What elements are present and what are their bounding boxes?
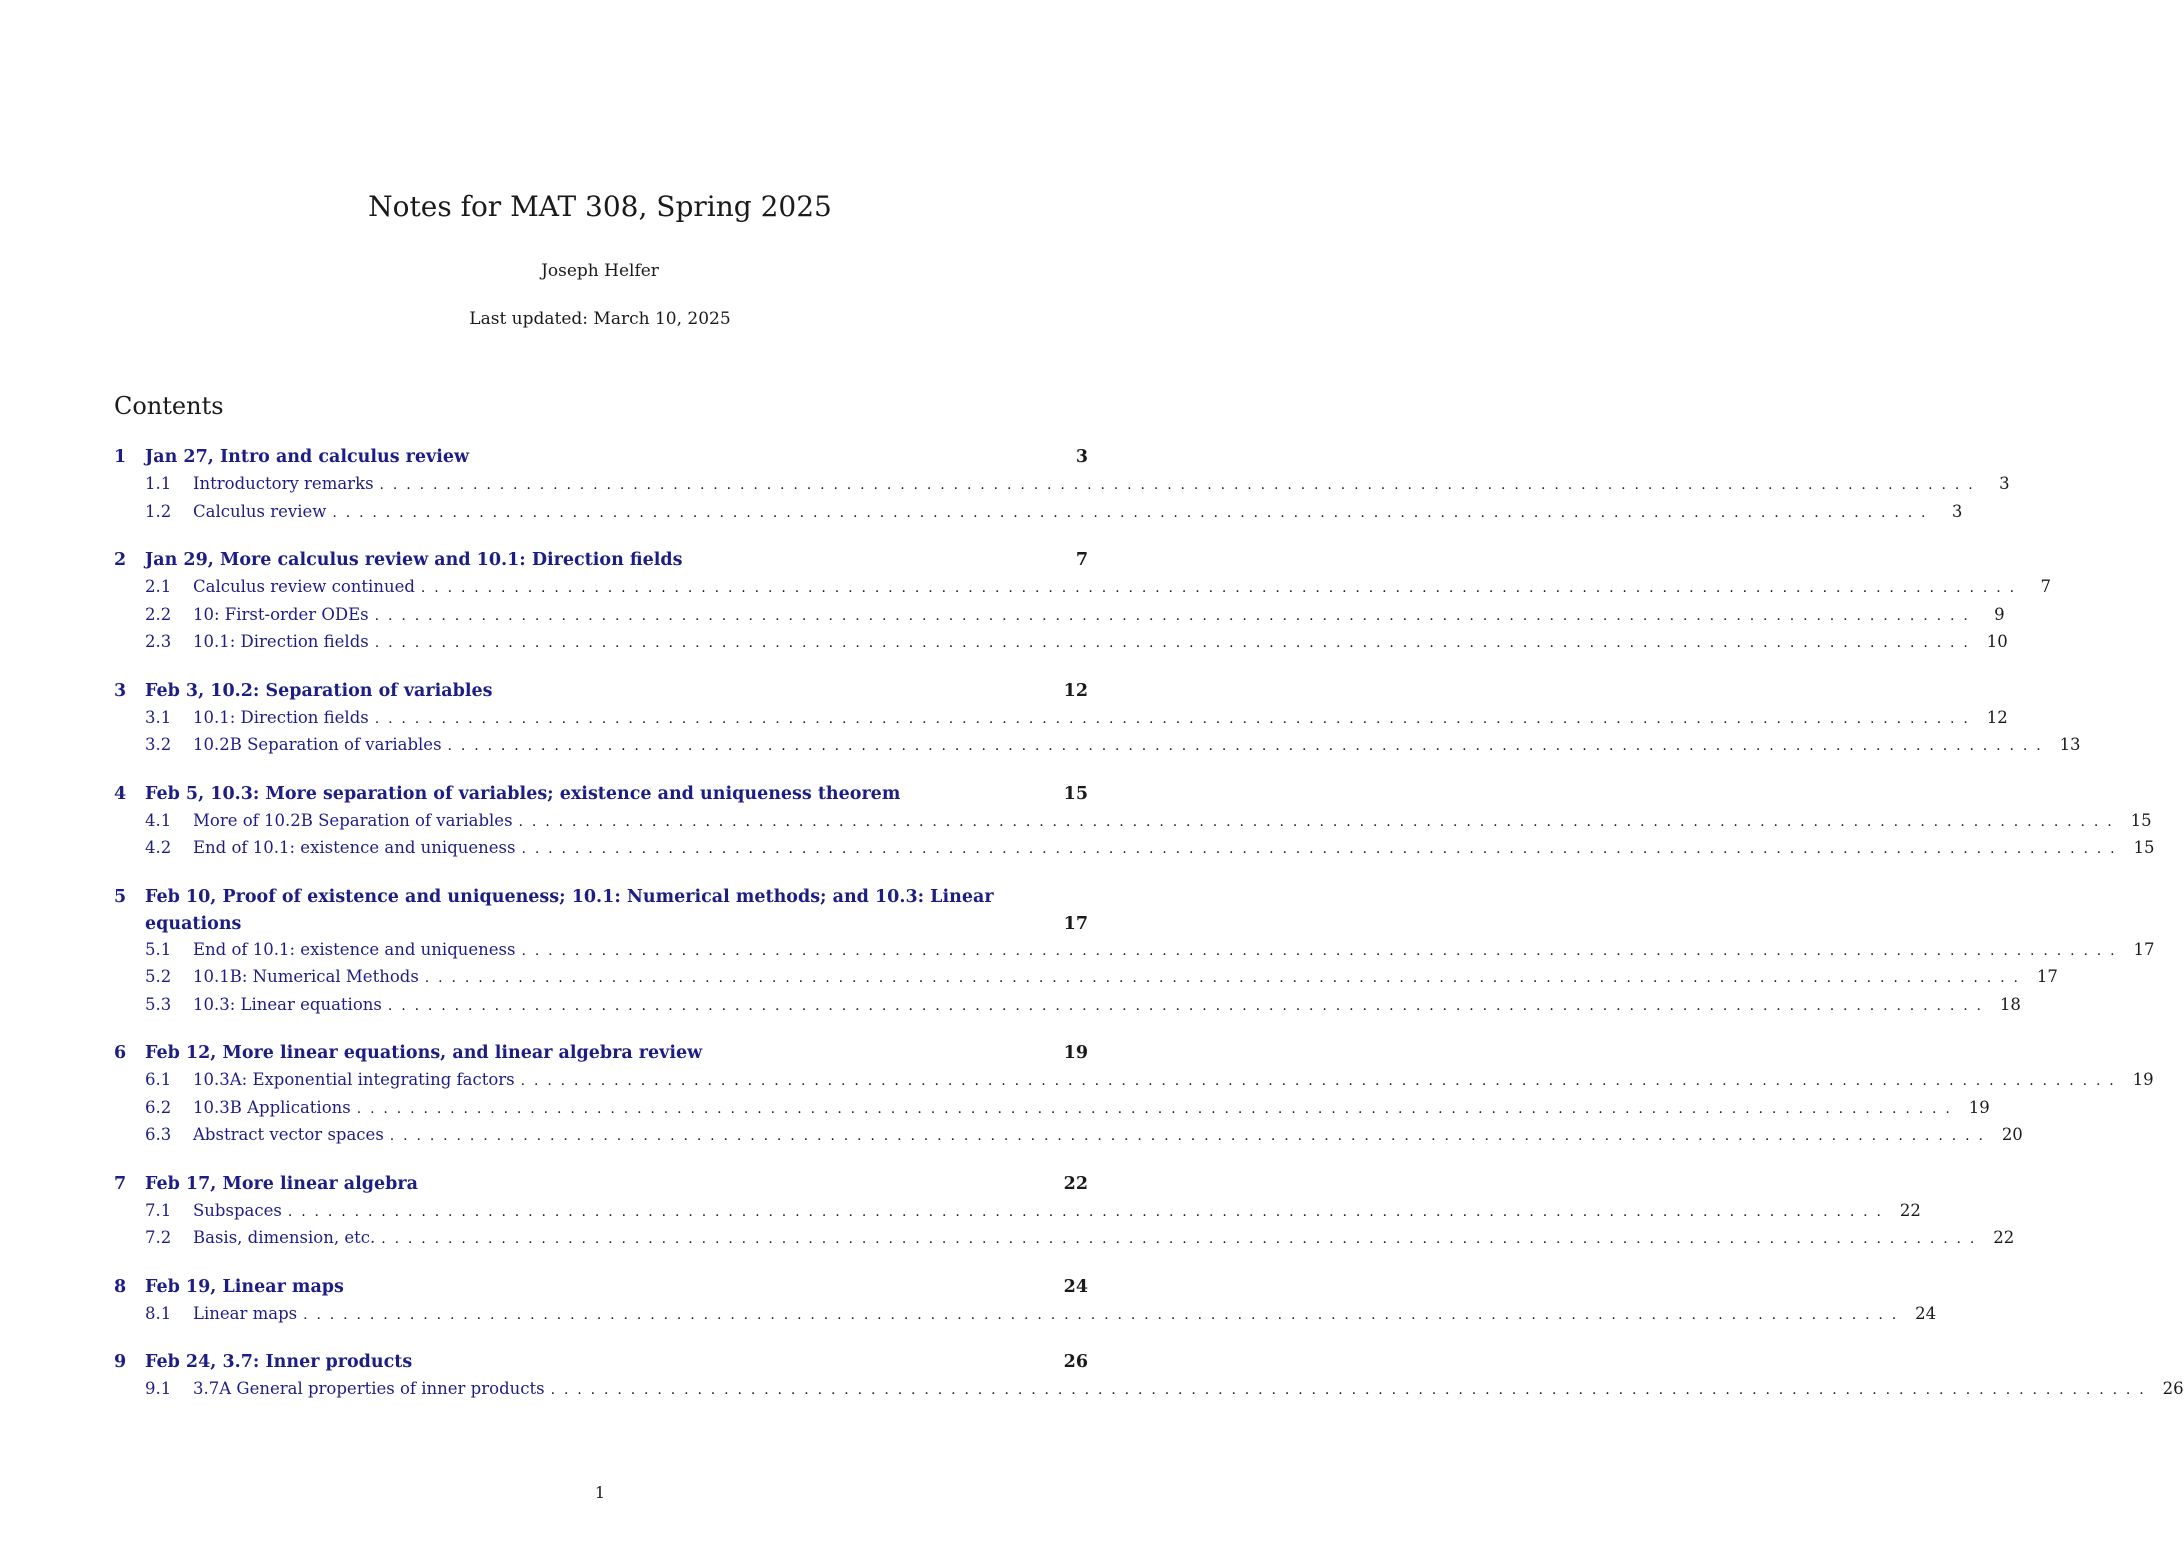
dot-leader: ........................................................................................................................ <box>303 1306 1906 1323</box>
subsection-number: 2.2 <box>145 604 172 624</box>
subsection-title: 3.7A General properties of inner products <box>193 1379 545 1398</box>
section-number: 7 <box>114 1173 127 1194</box>
subsection-page: 13 <box>2059 735 2081 754</box>
subsection-page: 15 <box>2130 810 2152 830</box>
subsection-number: 6.2 <box>145 1097 172 1117</box>
subsection-page: 7 <box>2040 577 2051 596</box>
subsection-page: 26 <box>2162 1379 2184 1398</box>
toc-subsection-link[interactable] <box>114 1301 1937 1329</box>
subsection-page: 19 <box>2132 1070 2154 1089</box>
dot-leader: ........................................................................................................................ <box>521 942 2124 959</box>
toc-subsection-link[interactable] <box>114 992 2021 1020</box>
subsection-number: 6.3 <box>145 1125 172 1144</box>
section-page: 24 <box>1063 1276 1088 1297</box>
subsection-page: 20 <box>2001 1125 2023 1144</box>
toc-subsection-link[interactable] <box>114 1225 2015 1253</box>
subsection-number: 9.1 <box>145 1379 172 1398</box>
section-number: 4 <box>114 783 127 804</box>
toc-subsection-link[interactable] <box>114 937 2155 965</box>
dot-leader: ........................................................................................................................ <box>374 607 1977 624</box>
subsection-page: 24 <box>1915 1303 1937 1323</box>
subsection-title: 10.1: Direction fields <box>193 707 369 727</box>
dot-leader: ........................................................................................................................ <box>424 970 2027 986</box>
subsection-title: Basis, dimension, etc. <box>193 1228 376 1247</box>
subsection-page: 18 <box>1999 994 2021 1014</box>
toc-subsection-link[interactable] <box>114 1376 2184 1404</box>
subsection-number: 5.2 <box>145 967 172 986</box>
section-title: Feb 5, 10.3: More separation of variables; existence and uniqueness theorem <box>145 783 901 804</box>
subsection-number: 6.1 <box>145 1070 172 1089</box>
toc-section-group <box>114 1040 2154 1150</box>
subsection-page: 12 <box>1986 707 2008 727</box>
subsection-page: 10 <box>1986 632 2008 651</box>
section-title-continued: equations <box>145 913 242 934</box>
toc-subsection-link[interactable] <box>114 1198 1921 1226</box>
section-page: 3 <box>1075 447 1088 467</box>
toc-section-link[interactable] <box>114 678 1088 705</box>
section-number: 3 <box>114 680 127 701</box>
toc-section-link[interactable] <box>114 1040 1088 1067</box>
subsection-page: 17 <box>2133 939 2155 959</box>
subsection-title: Calculus review <box>193 501 327 521</box>
subsection-title: 10.3B Applications <box>193 1097 351 1117</box>
subsection-number: 1.1 <box>145 474 172 493</box>
toc-subsection-link[interactable] <box>114 808 2152 836</box>
section-number: 8 <box>114 1276 127 1297</box>
section-title: Feb 19, Linear maps <box>145 1276 344 1297</box>
toc-section-link[interactable] <box>114 1274 1088 1301</box>
toc-subsection-link[interactable] <box>114 1067 2154 1095</box>
toc-subsection-link[interactable] <box>114 574 2051 602</box>
subsection-title: 10: First-order ODEs <box>193 604 369 624</box>
subsection-page: 3 <box>1951 501 1963 521</box>
section-title: Jan 27, Intro and calculus review <box>145 447 470 467</box>
dot-leader: ........................................................................................................................ <box>387 997 1990 1014</box>
section-page: 7 <box>1075 550 1088 570</box>
subsection-page: 22 <box>1899 1200 1921 1220</box>
subsection-number: 3.2 <box>145 735 172 754</box>
toc-section-group <box>114 547 2051 657</box>
subsection-title: End of 10.1: existence and uniqueness <box>193 939 516 959</box>
section-title: Jan 29, More calculus review and 10.1: Direction fields <box>145 550 683 570</box>
subsection-page: 3 <box>1999 474 2010 493</box>
section-number: 9 <box>114 1352 127 1372</box>
subsection-number: 4.1 <box>145 810 172 830</box>
subsection-title: Abstract vector spaces <box>193 1125 384 1144</box>
toc-section-link[interactable] <box>114 781 1088 808</box>
section-page: 15 <box>1063 783 1088 804</box>
toc-section-link[interactable] <box>114 444 1088 471</box>
page-number: 1 <box>594 1483 606 1502</box>
subsection-number: 3.1 <box>145 707 172 727</box>
subsection-title: End of 10.1: existence and uniqueness <box>193 838 516 857</box>
dot-leader: ........................................................................................................................ <box>379 477 1982 493</box>
section-page: 22 <box>1063 1173 1088 1194</box>
toc-subsection-link[interactable] <box>114 964 2058 992</box>
subsection-title: Calculus review continued <box>193 577 415 596</box>
toc-section-link-continued[interactable] <box>114 911 1088 937</box>
toc-section-group <box>114 1171 2015 1253</box>
subsection-title: More of 10.2B Separation of variables <box>193 810 513 830</box>
toc-section-link[interactable] <box>114 884 1088 911</box>
dot-leader: ........................................................................................................................ <box>374 710 1977 727</box>
toc-section-link[interactable] <box>114 547 1088 574</box>
section-page: 26 <box>1063 1352 1088 1372</box>
subsection-number: 2.3 <box>145 632 172 651</box>
dot-leader: ........................................................................................................................ <box>550 1382 2153 1398</box>
toc-section-group <box>114 781 2155 863</box>
section-page: 19 <box>1063 1043 1088 1063</box>
subsection-number: 5.1 <box>145 939 172 959</box>
toc-subsection-link[interactable] <box>114 835 2155 863</box>
toc-section-link[interactable] <box>114 1171 1088 1198</box>
subsection-number: 4.2 <box>145 838 172 857</box>
subsection-title: 10.3: Linear equations <box>193 994 382 1014</box>
toc-section-link[interactable] <box>114 1349 1088 1376</box>
toc-section-group <box>114 884 2155 1020</box>
dot-leader: ........................................................................................................................ <box>389 1128 1992 1144</box>
dot-leader: ........................................................................................................................ <box>332 504 1935 521</box>
subsection-number: 2.1 <box>145 577 172 596</box>
subsection-number: 7.2 <box>145 1228 172 1247</box>
section-number: 2 <box>114 550 127 570</box>
section-title: Feb 3, 10.2: Separation of variables <box>145 680 493 701</box>
dot-leader: ........................................................................................................................ <box>287 1203 1890 1220</box>
dot-leader: ........................................................................................................................ <box>381 1231 1984 1247</box>
subsection-number: 8.1 <box>145 1303 172 1323</box>
document-title: Notes for MAT 308, Spring 2025 <box>368 190 832 223</box>
section-title: Feb 12, More linear equations, and linear algebra review <box>145 1043 703 1063</box>
toc-subsection-link[interactable] <box>114 1122 2023 1150</box>
toc-subsection-link[interactable] <box>114 629 2008 657</box>
toc-subsection-link[interactable] <box>114 471 2010 499</box>
subsection-title: Introductory remarks <box>193 474 374 493</box>
subsection-title: Subspaces <box>193 1200 282 1220</box>
last-updated: Last updated: March 10, 2025 <box>469 309 731 329</box>
dot-leader: ........................................................................................................................ <box>374 635 1977 651</box>
subsection-number: 1.2 <box>145 501 172 521</box>
section-title: Feb 24, 3.7: Inner products <box>145 1352 413 1372</box>
section-number: 6 <box>114 1043 127 1063</box>
subsection-number: 7.1 <box>145 1200 172 1220</box>
toc-subsection-link[interactable] <box>114 499 1963 527</box>
dot-leader: ........................................................................................................................ <box>518 813 2121 830</box>
table-of-contents <box>114 444 2184 1425</box>
toc-section-group <box>114 678 2081 760</box>
section-page: 17 <box>1063 913 1088 934</box>
toc-section-group <box>114 1349 2184 1404</box>
section-title: Feb 10, Proof of existence and uniqueness; 10.1: Numerical methods; and 10.3: Linear <box>145 886 994 907</box>
section-number: 5 <box>114 886 127 907</box>
subsection-page: 17 <box>2036 967 2058 986</box>
subsection-page: 9 <box>1994 604 2005 624</box>
subsection-number: 5.3 <box>145 994 172 1014</box>
subsection-title: 10.1B: Numerical Methods <box>193 967 419 986</box>
subsection-page: 15 <box>2133 838 2155 857</box>
section-title: Feb 17, More linear algebra <box>145 1173 418 1194</box>
contents-heading: Contents <box>114 392 224 420</box>
section-page: 12 <box>1063 680 1088 701</box>
subsection-title: 10.2B Separation of variables <box>193 735 442 754</box>
toc-subsection-link[interactable] <box>114 705 2008 733</box>
subsection-page: 22 <box>1993 1228 2015 1247</box>
toc-subsection-link[interactable] <box>114 1095 1990 1123</box>
toc-section-group <box>114 1274 1937 1329</box>
toc-subsection-link[interactable] <box>114 602 2005 630</box>
section-number: 1 <box>114 447 127 467</box>
dot-leader: ........................................................................................................................ <box>520 1073 2123 1089</box>
toc-section-group <box>114 444 2010 526</box>
dot-leader: ........................................................................................................................ <box>356 1100 1959 1117</box>
subsection-title: 10.3A: Exponential integrating factors <box>193 1070 515 1089</box>
subsection-page: 19 <box>1968 1097 1990 1117</box>
subsection-title: Linear maps <box>193 1303 298 1323</box>
toc-subsection-link[interactable] <box>114 732 2081 760</box>
dot-leader: ........................................................................................................................ <box>447 738 2050 754</box>
dot-leader: ........................................................................................................................ <box>420 580 2023 596</box>
subsection-title: 10.1: Direction fields <box>193 632 369 651</box>
author: Joseph Helfer <box>541 261 659 281</box>
dot-leader: ........................................................................................................................ <box>521 841 2124 857</box>
